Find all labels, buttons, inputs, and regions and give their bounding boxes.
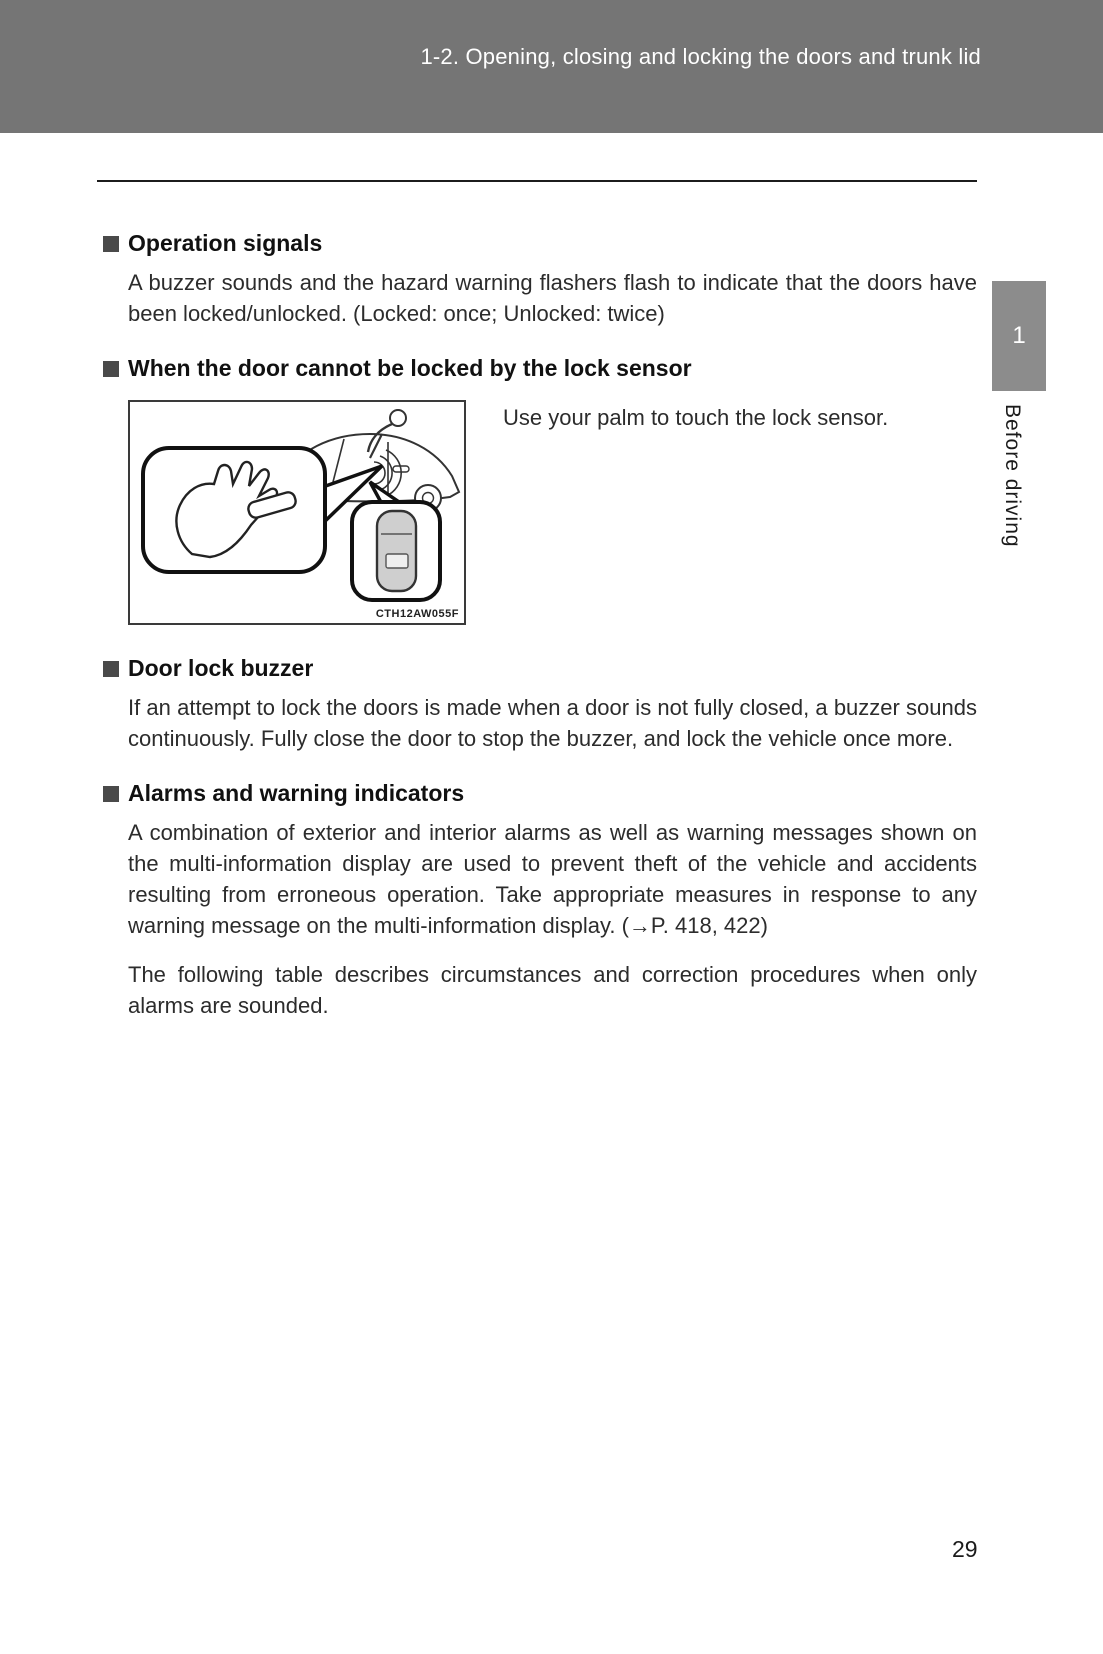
section-lock-sensor (103, 355, 977, 625)
section-paragraph: The following table describes circumstances and correction procedures when only alarms are sounded. (128, 962, 977, 1018)
section-paragraph: If an attempt to lock the doors is made when a door is not fully closed, a buzzer sounds continuously. Fully close the door to stop the buzzer, and lock the vehicle once more. (128, 695, 977, 751)
section-heading (103, 355, 977, 382)
page-header-title: 1-2. Opening, closing and locking the doors and trunk lid (420, 44, 981, 69)
main-content (103, 204, 977, 1021)
section-door-lock-buzzer (103, 655, 977, 754)
chapter-number: 1 (1012, 322, 1026, 349)
chapter-label-vertical: Before driving (1001, 404, 1024, 548)
section-heading-text: Alarms and warning indicators (128, 780, 465, 806)
square-bullet-icon (103, 661, 119, 677)
section-paragraph: A combination of exterior and interior alarms as well as warning messages shown on the multi-information display are used to prevent theft of the vehicle and accidents resulting from erroneous operation. Take appropriate measures in response to any warning message on the multi-information display. (→P. 418, 422) (128, 820, 977, 938)
square-bullet-icon (103, 786, 119, 802)
key-fob-icon (377, 511, 416, 591)
lock-sensor-illustration (130, 402, 464, 623)
section-heading (103, 230, 977, 257)
square-bullet-icon (103, 361, 119, 377)
section-operation-signals (103, 230, 977, 329)
section-heading-text: When the door cannot be locked by the lock sensor (128, 355, 692, 381)
section-heading (103, 780, 977, 807)
content-divider (97, 180, 977, 182)
figure-code-caption: CTH12AW055F (375, 608, 459, 620)
square-bullet-icon (103, 236, 119, 252)
section-paragraph: A buzzer sounds and the hazard warning flashers flash to indicate that the doors have been locked/unlocked. (Locked: once; Unlocked: twice) (128, 270, 977, 326)
figure-row (128, 400, 977, 625)
sidebar-chapter-tab (992, 281, 1046, 391)
figure-lock-sensor (128, 400, 466, 625)
section-heading-text: Operation signals (128, 230, 323, 256)
section-heading (103, 655, 977, 682)
section-alarms-warnings (103, 780, 977, 1021)
figure-note: Use your palm to touch the lock sensor. (503, 405, 889, 430)
section-heading-text: Door lock buzzer (128, 655, 314, 681)
page-header-band (0, 0, 1103, 133)
page-number: 29 (952, 1536, 978, 1562)
